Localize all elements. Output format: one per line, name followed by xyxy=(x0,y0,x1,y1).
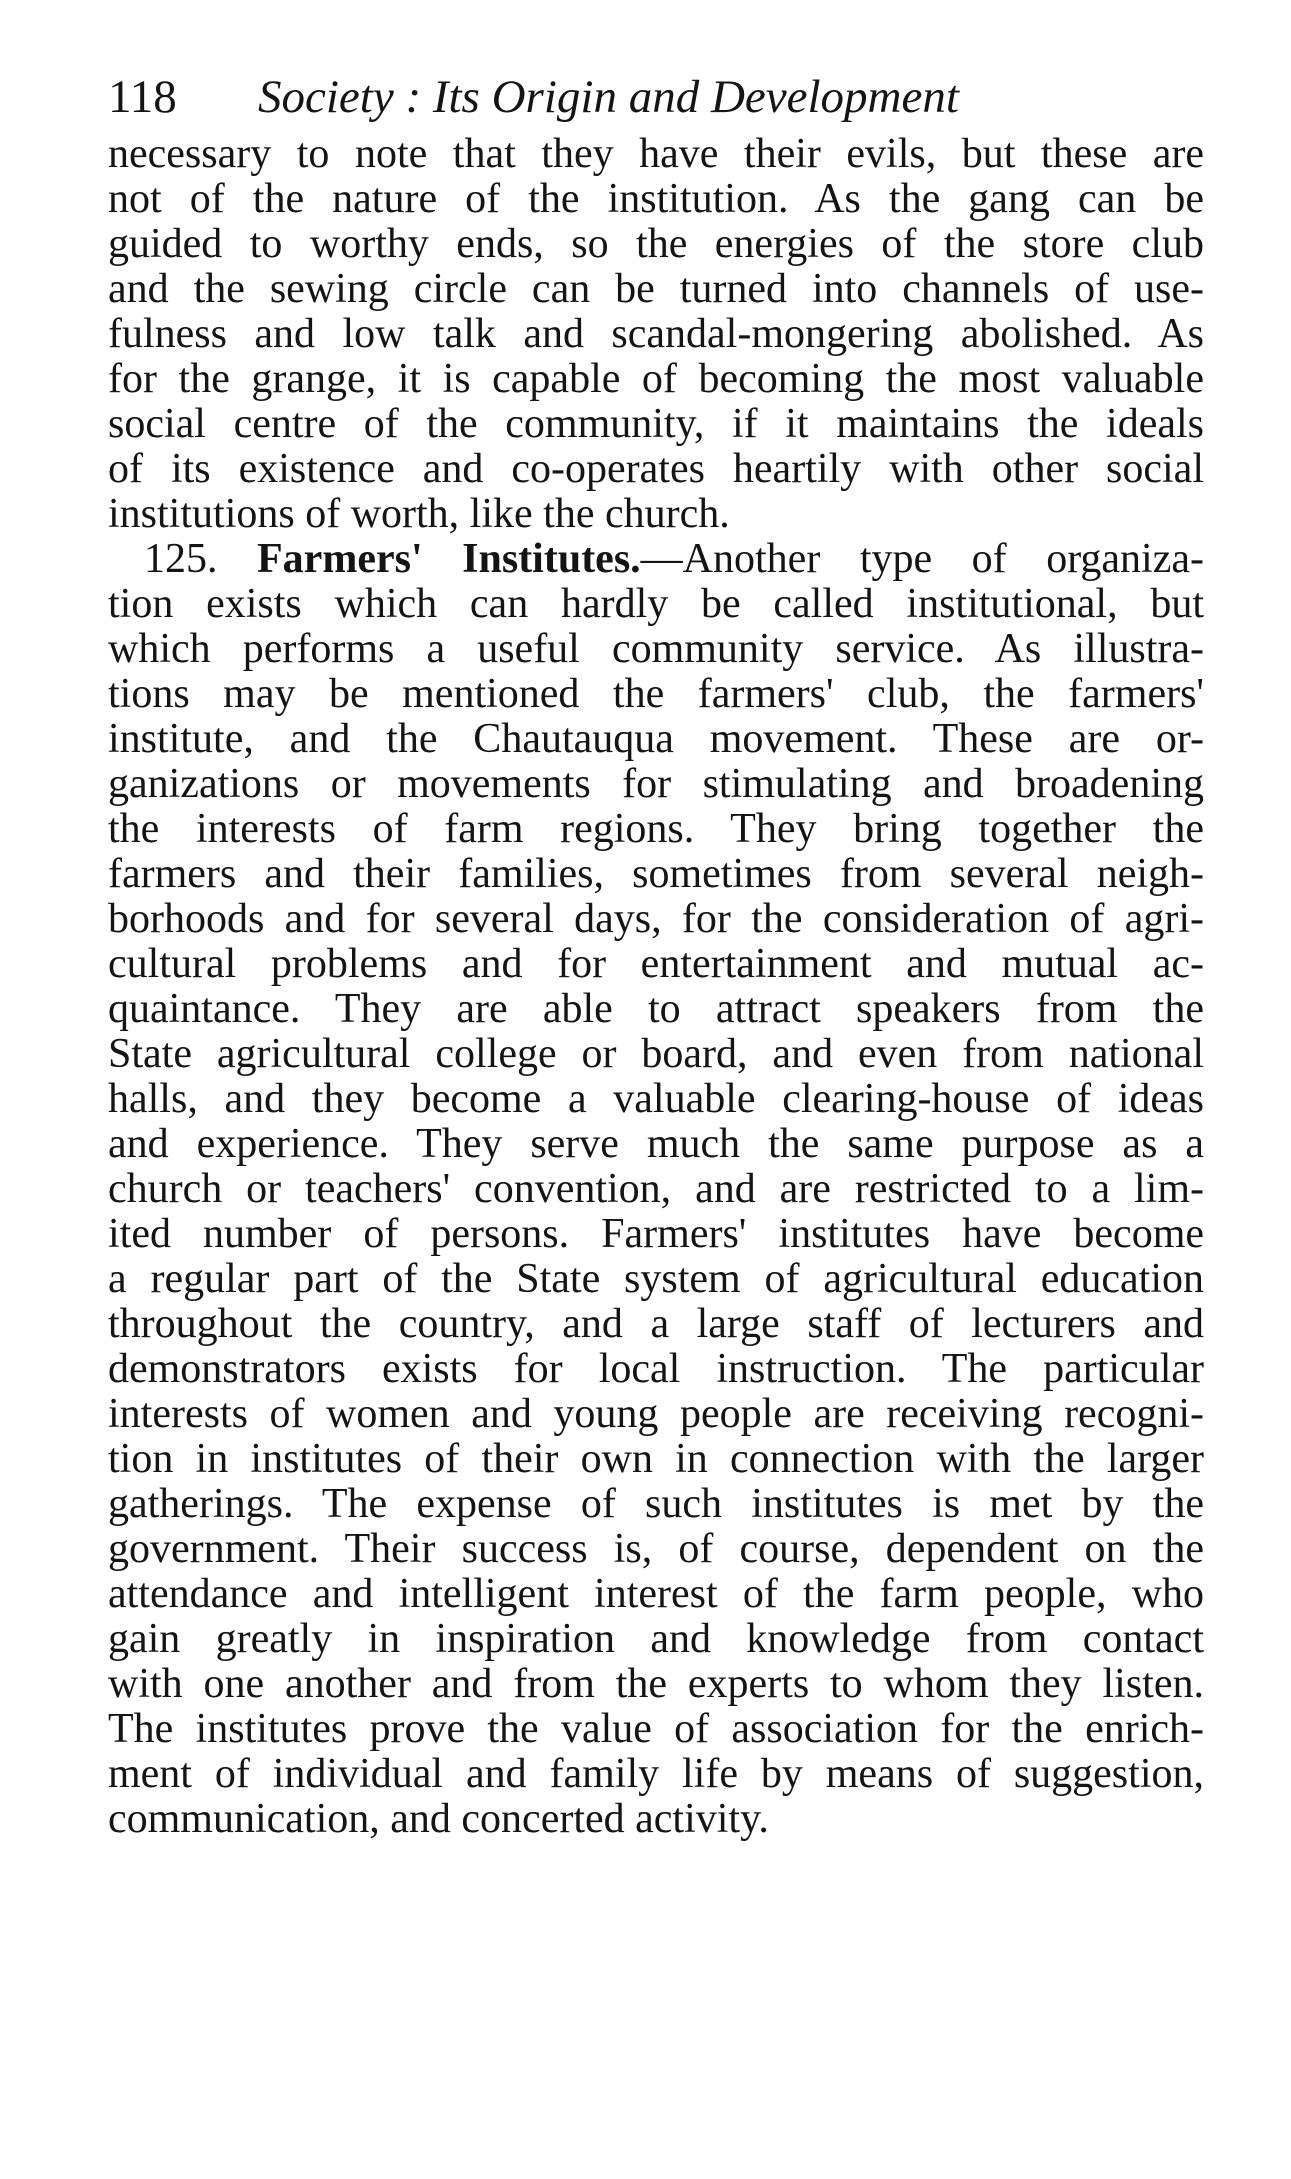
text-line: which performs a useful community service. As illustra- xyxy=(108,626,1204,672)
text-line: with one another and from the experts to whom they listen. xyxy=(108,1661,1204,1707)
text-line: the interests of farm regions. They bring together the xyxy=(108,806,1204,852)
text-line: throughout the country, and a large staff of lecturers and xyxy=(108,1301,1204,1347)
book-page xyxy=(108,62,1204,1842)
running-title: Society : Its Origin and Development xyxy=(258,71,959,123)
text-line: and experience. They serve much the same purpose as a xyxy=(108,1121,1204,1167)
paragraph-farmers-institutes xyxy=(108,537,1204,1842)
text-line: social centre of the community, if it maintains the ideals xyxy=(108,401,1204,447)
text-line: necessary to note that they have their evils, but these are xyxy=(108,131,1204,177)
text-line: guided to worthy ends, so the energies of the store club xyxy=(108,221,1204,267)
text-line: The institutes prove the value of association for the enrich- xyxy=(108,1706,1204,1752)
text-line: gatherings. The expense of such institutes is met by the xyxy=(108,1481,1204,1527)
section-heading: Farmers' Institutes. xyxy=(257,536,641,582)
text-line: communication, and concerted activity. xyxy=(108,1796,769,1842)
text-line: ment of individual and family life by means of suggestion, xyxy=(108,1751,1204,1797)
text-line: and the sewing circle can be turned into channels of use- xyxy=(108,266,1204,312)
text-line: attendance and intelligent interest of the farm people, who xyxy=(108,1571,1204,1617)
running-head xyxy=(108,62,1204,132)
text-line: of its existence and co-operates heartily with other social xyxy=(108,446,1204,492)
text-line: government. Their success is, of course, dependent on the xyxy=(108,1526,1204,1572)
text-line: tions may be mentioned the farmers' club, the farmers' xyxy=(108,671,1204,717)
text-line: halls, and they become a valuable clearing-house of ideas xyxy=(108,1076,1204,1122)
text-line: quaintance. They are able to attract speakers from the xyxy=(108,986,1204,1032)
text-line: fulness and low talk and scandal-mongering abolished. As xyxy=(108,311,1204,357)
text-line: ganizations or movements for stimulating and broadening xyxy=(108,761,1204,807)
page-number: 118 xyxy=(108,71,177,123)
text-line: not of the nature of the institution. As the gang can be xyxy=(108,176,1204,222)
text-line: State agricultural college or board, and even from national xyxy=(108,1031,1204,1077)
text-line: tion in institutes of their own in connection with the larger xyxy=(108,1436,1204,1482)
text-line: tion exists which can hardly be called institutional, but xyxy=(108,581,1204,627)
text-line: institute, and the Chautauqua movement. These are or- xyxy=(108,716,1204,762)
text-line: church or teachers' convention, and are restricted to a lim- xyxy=(108,1166,1204,1212)
text-line: gain greatly in inspiration and knowledge from contact xyxy=(108,1616,1204,1662)
section-first-line xyxy=(108,537,1204,582)
text-line: institutions of worth, like the church. xyxy=(108,491,730,537)
section-number: 125. xyxy=(144,536,218,582)
text-line: demonstrators exists for local instruction. The particular xyxy=(108,1346,1204,1392)
text-line: for the grange, it is capable of becoming the most valuable xyxy=(108,356,1204,402)
paragraph-grange xyxy=(108,132,1204,537)
text-line: farmers and their families, sometimes from several neigh- xyxy=(108,851,1204,897)
section-first-line-text: —Another type of organiza- xyxy=(640,536,1204,582)
text-line: ited number of persons. Farmers' institutes have become xyxy=(108,1211,1204,1257)
text-line: a regular part of the State system of agricultural education xyxy=(108,1256,1204,1302)
text-line: borhoods and for several days, for the consideration of agri- xyxy=(108,896,1204,942)
text-line: interests of women and young people are receiving recogni- xyxy=(108,1391,1204,1437)
text-line: cultural problems and for entertainment and mutual ac- xyxy=(108,941,1204,987)
